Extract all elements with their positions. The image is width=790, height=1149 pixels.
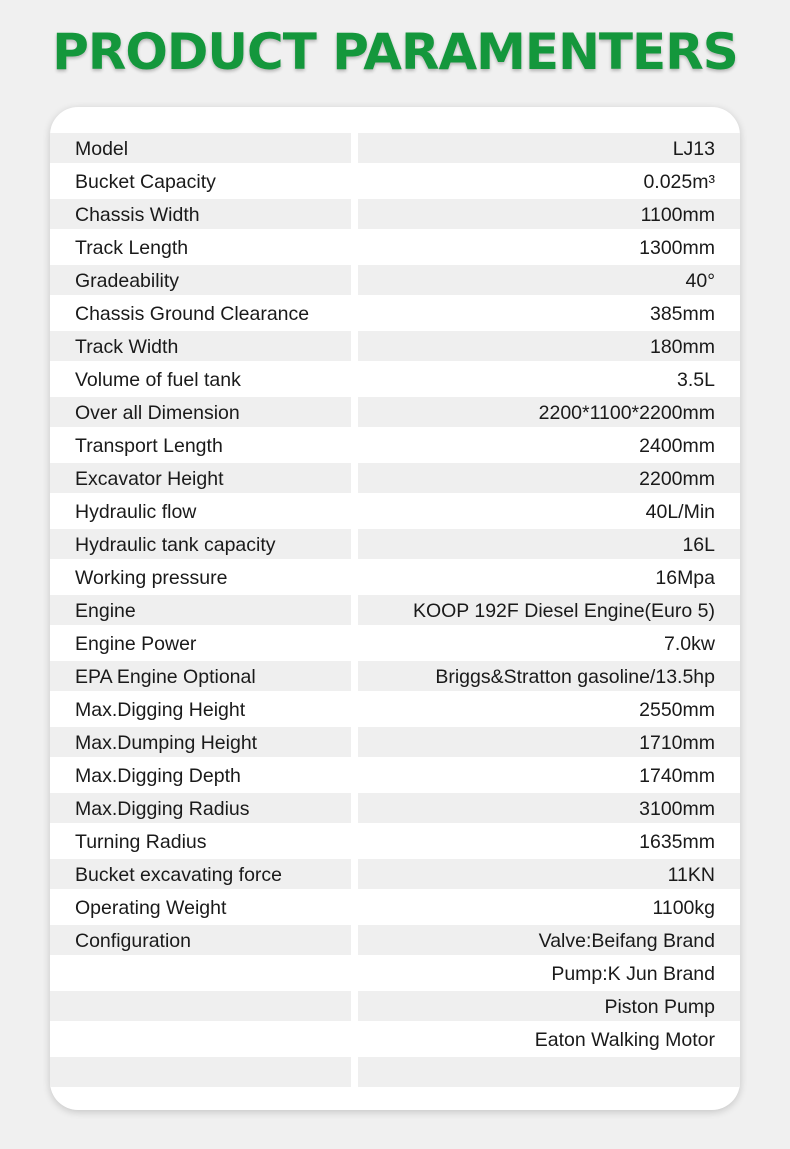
spec-value: 1300mm: [639, 237, 715, 259]
table-row: [50, 166, 740, 199]
table-row: [50, 463, 740, 496]
table-row: [50, 628, 740, 661]
spec-label: [50, 958, 351, 988]
spec-value: 1635mm: [639, 831, 715, 853]
spec-value: 11KN: [358, 859, 740, 889]
spec-label: Over all Dimension: [50, 397, 351, 427]
table-row: [50, 298, 740, 331]
spec-value: 3100mm: [358, 793, 740, 823]
table-row: [50, 925, 740, 958]
table-row: [50, 727, 740, 760]
table-row: [50, 826, 740, 859]
spec-value: 2550mm: [639, 699, 715, 721]
table-row: [50, 694, 740, 727]
spec-label: Chassis Width: [50, 199, 351, 229]
spec-value: 1740mm: [639, 765, 715, 787]
table-row: [50, 397, 740, 430]
spec-label: Max.Digging Height: [75, 699, 246, 721]
spec-label: Engine Power: [75, 633, 197, 655]
table-row: [50, 793, 740, 826]
spec-label: Excavator Height: [50, 463, 351, 493]
table-row: [50, 331, 740, 364]
spec-value: Valve:Beifang Brand: [358, 925, 740, 955]
spec-label: Chassis Ground Clearance: [75, 303, 310, 325]
spec-card: [50, 107, 740, 1110]
spec-label: Hydraulic tank capacity: [50, 529, 351, 559]
spec-label: Transport Length: [75, 435, 223, 457]
table-row: [50, 892, 740, 925]
spec-value: 385mm: [649, 303, 715, 325]
table-row: [50, 562, 740, 595]
spec-table: [50, 133, 740, 1090]
table-row: [50, 265, 740, 298]
spec-label: Hydraulic flow: [75, 501, 197, 523]
spec-label: [50, 991, 351, 1021]
spec-label: Configuration: [50, 925, 351, 955]
spec-label: EPA Engine Optional: [50, 661, 351, 691]
spec-value: 1100mm: [358, 199, 740, 229]
page-title: PRODUCT PARAMENTERS: [52, 23, 738, 81]
spec-label: Track Length: [75, 237, 189, 259]
spec-label: Model: [50, 133, 351, 163]
table-row: [50, 1024, 740, 1057]
spec-label: [50, 1024, 351, 1054]
spec-label: Bucket excavating force: [50, 859, 351, 889]
spec-value: 2200mm: [358, 463, 740, 493]
spec-value: Piston Pump: [358, 991, 740, 1021]
spec-label: Working pressure: [75, 567, 228, 589]
spec-value: 3.5L: [677, 369, 715, 391]
spec-label: Bucket Capacity: [75, 171, 216, 193]
table-row: [50, 364, 740, 397]
spec-value: 0.025m³: [643, 171, 715, 193]
table-row: [50, 496, 740, 529]
spec-value: 16L: [358, 529, 740, 559]
table-row: [50, 430, 740, 463]
spec-label: Max.Digging Radius: [50, 793, 351, 823]
spec-value: 180mm: [358, 331, 740, 361]
spec-label: Turning Radius: [75, 831, 207, 853]
table-row: [50, 760, 740, 793]
spec-value: [358, 1057, 740, 1087]
spec-value: Eaton Walking Motor: [534, 1029, 715, 1051]
table-row: [50, 595, 740, 628]
spec-label: [50, 1057, 351, 1087]
spec-value: 40°: [358, 265, 740, 295]
table-row: [50, 859, 740, 892]
spec-value: Pump:K Jun Brand: [551, 963, 715, 985]
spec-value: 7.0kw: [664, 633, 715, 655]
spec-value: 2200*1100*2200mm: [358, 397, 740, 427]
spec-value: 2400mm: [639, 435, 715, 457]
spec-value: KOOP 192F Diesel Engine(Euro 5): [358, 595, 740, 625]
table-row: [50, 232, 740, 265]
spec-label: Max.Digging Depth: [75, 765, 241, 787]
spec-value: Briggs&Stratton gasoline/13.5hp: [358, 661, 740, 691]
table-row: [50, 133, 740, 166]
table-row: [50, 958, 740, 991]
spec-label: Volume of fuel tank: [75, 369, 241, 391]
table-row: [50, 1057, 740, 1090]
spec-value: LJ13: [358, 133, 740, 163]
spec-label: Track Width: [50, 331, 351, 361]
spec-value: 1710mm: [358, 727, 740, 757]
table-row: [50, 529, 740, 562]
spec-value: 1100kg: [652, 897, 715, 919]
spec-value: 40L/Min: [645, 501, 715, 523]
spec-label: Engine: [50, 595, 351, 625]
spec-label: Gradeability: [50, 265, 351, 295]
spec-label: Operating Weight: [75, 897, 227, 919]
spec-label: Max.Dumping Height: [50, 727, 351, 757]
table-row: [50, 661, 740, 694]
table-row: [50, 991, 740, 1024]
table-row: [50, 199, 740, 232]
spec-value: 16Mpa: [655, 567, 715, 589]
